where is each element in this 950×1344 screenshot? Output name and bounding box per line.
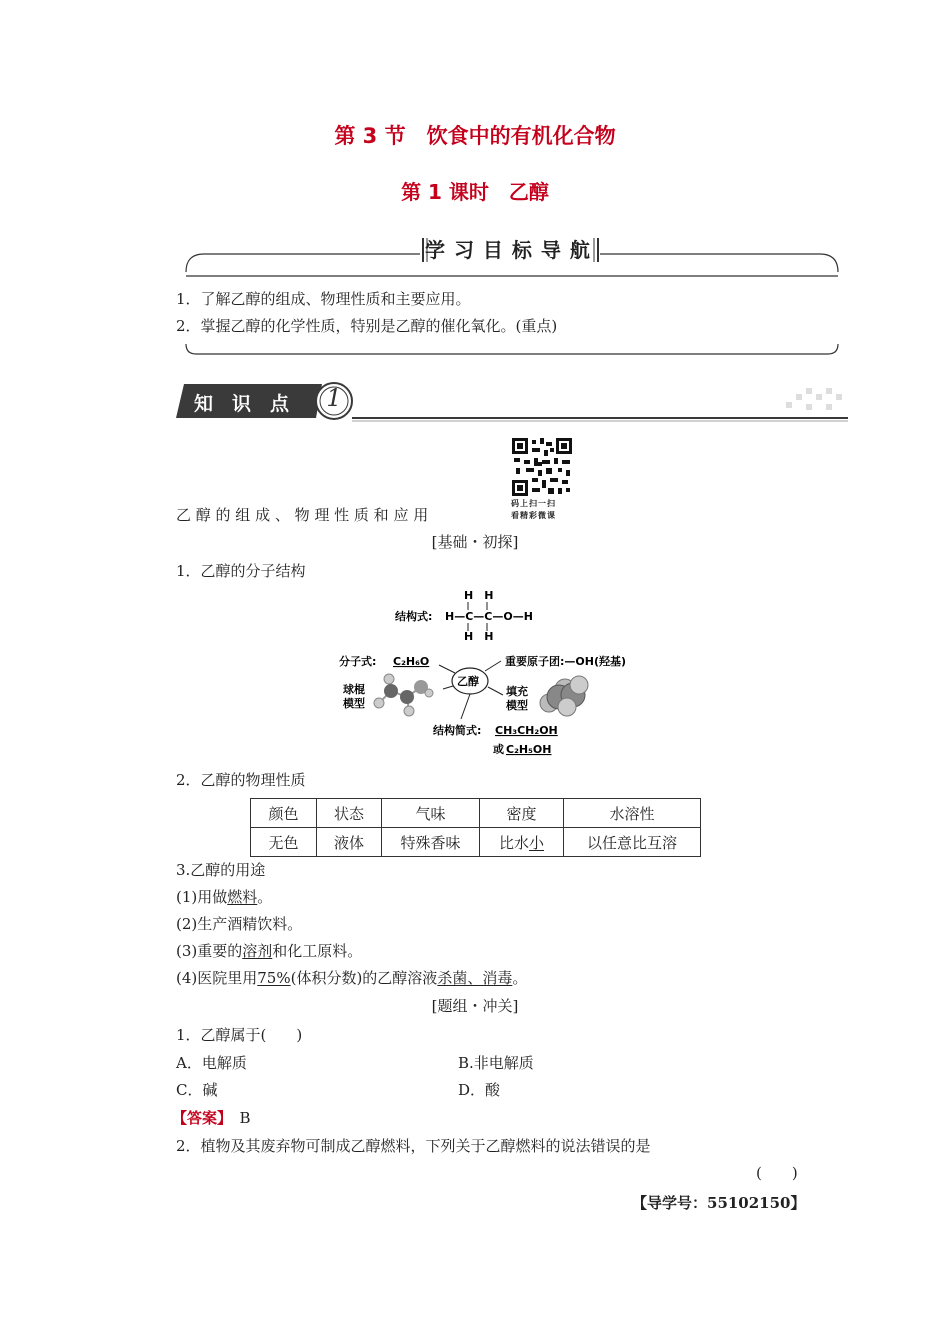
center-ethanol: 乙醇 — [457, 675, 479, 688]
table-cell: 液体 — [317, 828, 382, 857]
use-3-end: 和化工原料。 — [272, 942, 363, 960]
table-header-row — [251, 799, 701, 828]
guide-number: 【导学号：55102150】 — [632, 1194, 806, 1212]
answer-label: 【答案】 — [172, 1109, 225, 1127]
structural-formula-main: H—C—C—O—H — [445, 610, 533, 623]
qr-code[interactable] — [512, 438, 572, 496]
table-cell: 无色 — [251, 828, 317, 857]
goals-banner: 学 习 目 标 导 航 — [425, 238, 591, 262]
table-cell — [480, 828, 564, 857]
molecular-formula-label: 分子式: — [339, 655, 377, 668]
knowledge-number: 1 — [326, 384, 342, 412]
table-header: 状态 — [317, 799, 382, 828]
simple-formula-2: C₂H₅OH — [506, 743, 552, 756]
table-header: 颜色 — [251, 799, 317, 828]
table-header: 气味 — [382, 799, 480, 828]
practice-tag: [题组・冲关] — [431, 997, 519, 1015]
use-3-text: (3)重要的 — [176, 942, 243, 960]
structural-formula-top: H H — [464, 589, 494, 602]
use-item-3 — [176, 941, 362, 961]
use-item-2: (2)生产酒精饮料。 — [176, 915, 303, 933]
knowledge-banner-label: 知 识 点 — [194, 393, 290, 415]
option-b: B.非电解质 — [458, 1054, 534, 1072]
goal-item-1: 1．了解乙醇的组成、物理性质和主要应用。 — [176, 290, 471, 308]
density-answer: 小 — [529, 833, 545, 852]
ball-stick-label-1: 球棍 — [343, 683, 365, 696]
ball-stick-label-2: 模型 — [343, 697, 365, 710]
option-a: A．电解质 — [176, 1054, 247, 1072]
answer-line — [172, 1108, 251, 1128]
space-filling-model — [540, 676, 588, 716]
use-1-end: 。 — [257, 888, 273, 906]
use-1-answer: 燃料 — [227, 888, 258, 906]
answer-value: B — [239, 1109, 251, 1127]
use-item-4 — [176, 968, 527, 988]
subheading-uses: 3.乙醇的用途 — [176, 861, 266, 879]
table-row — [251, 828, 701, 857]
space-fill-label-1: 填充 — [506, 685, 528, 698]
option-d: D．酸 — [458, 1081, 501, 1099]
qr-caption-2: 看精彩微课 — [511, 511, 556, 520]
use-4-answer-1: 75% — [257, 969, 291, 987]
table-header: 水溶性 — [564, 799, 701, 828]
simple-formula-or: 或 — [493, 743, 504, 756]
goal-item-2: 2．掌握乙醇的化学性质，特别是乙醇的催化氧化。(重点) — [176, 317, 558, 335]
key-group-label: 重要原子团:—OH(羟基) — [505, 655, 627, 668]
structural-formula-label: 结构式: — [395, 610, 433, 623]
molecular-formula: C₂H₆O — [393, 655, 430, 668]
ethanol-structure-diagram — [335, 585, 655, 761]
space-fill-label-2: 模型 — [506, 699, 528, 712]
use-4-end: 。 — [512, 969, 528, 987]
structural-formula-bottom: H H — [464, 630, 494, 643]
use-3-answer: 溶剂 — [242, 942, 273, 960]
use-1-text: (1)用做 — [176, 888, 228, 906]
option-c: C．碱 — [176, 1081, 218, 1099]
density-prefix: 比水 — [498, 833, 529, 852]
section-title: 第 3 节 饮食中的有机化合物 — [334, 124, 616, 148]
simple-formula-1: CH₃CH₂OH — [495, 724, 558, 737]
lesson-title: 第 1 课时 乙醇 — [401, 180, 549, 204]
subheading-structure: 1．乙醇的分子结构 — [176, 562, 306, 580]
topic-line: 乙 醇 的 组 成 、 物 理 性 质 和 应 用 — [176, 506, 429, 524]
use-4-mid: (体积分数)的乙醇溶液 — [290, 969, 438, 987]
physical-properties-table — [250, 798, 701, 857]
table-header: 密度 — [480, 799, 564, 828]
table-cell: 以任意比互溶 — [564, 828, 701, 857]
subheading-physical: 2．乙醇的物理性质 — [176, 771, 306, 789]
use-item-1 — [176, 887, 272, 907]
basic-tag: [基础・初探] — [431, 533, 519, 551]
question-1: 1．乙醇属于( ) — [176, 1026, 303, 1044]
simple-formula-label: 结构简式: — [433, 724, 482, 737]
table-cell: 特殊香味 — [382, 828, 480, 857]
question-2: 2．植物及其废弃物可制成乙醇燃料，下列关于乙醇燃料的说法错误的是 — [176, 1137, 651, 1155]
use-4-text: (4)医院里用 — [176, 969, 258, 987]
qr-caption-1: 码上扫一扫 — [511, 499, 556, 508]
question-2-paren: ( ) — [756, 1164, 798, 1182]
use-4-answer-2: 杀菌、消毒 — [437, 969, 513, 987]
ball-stick-model — [374, 674, 433, 716]
